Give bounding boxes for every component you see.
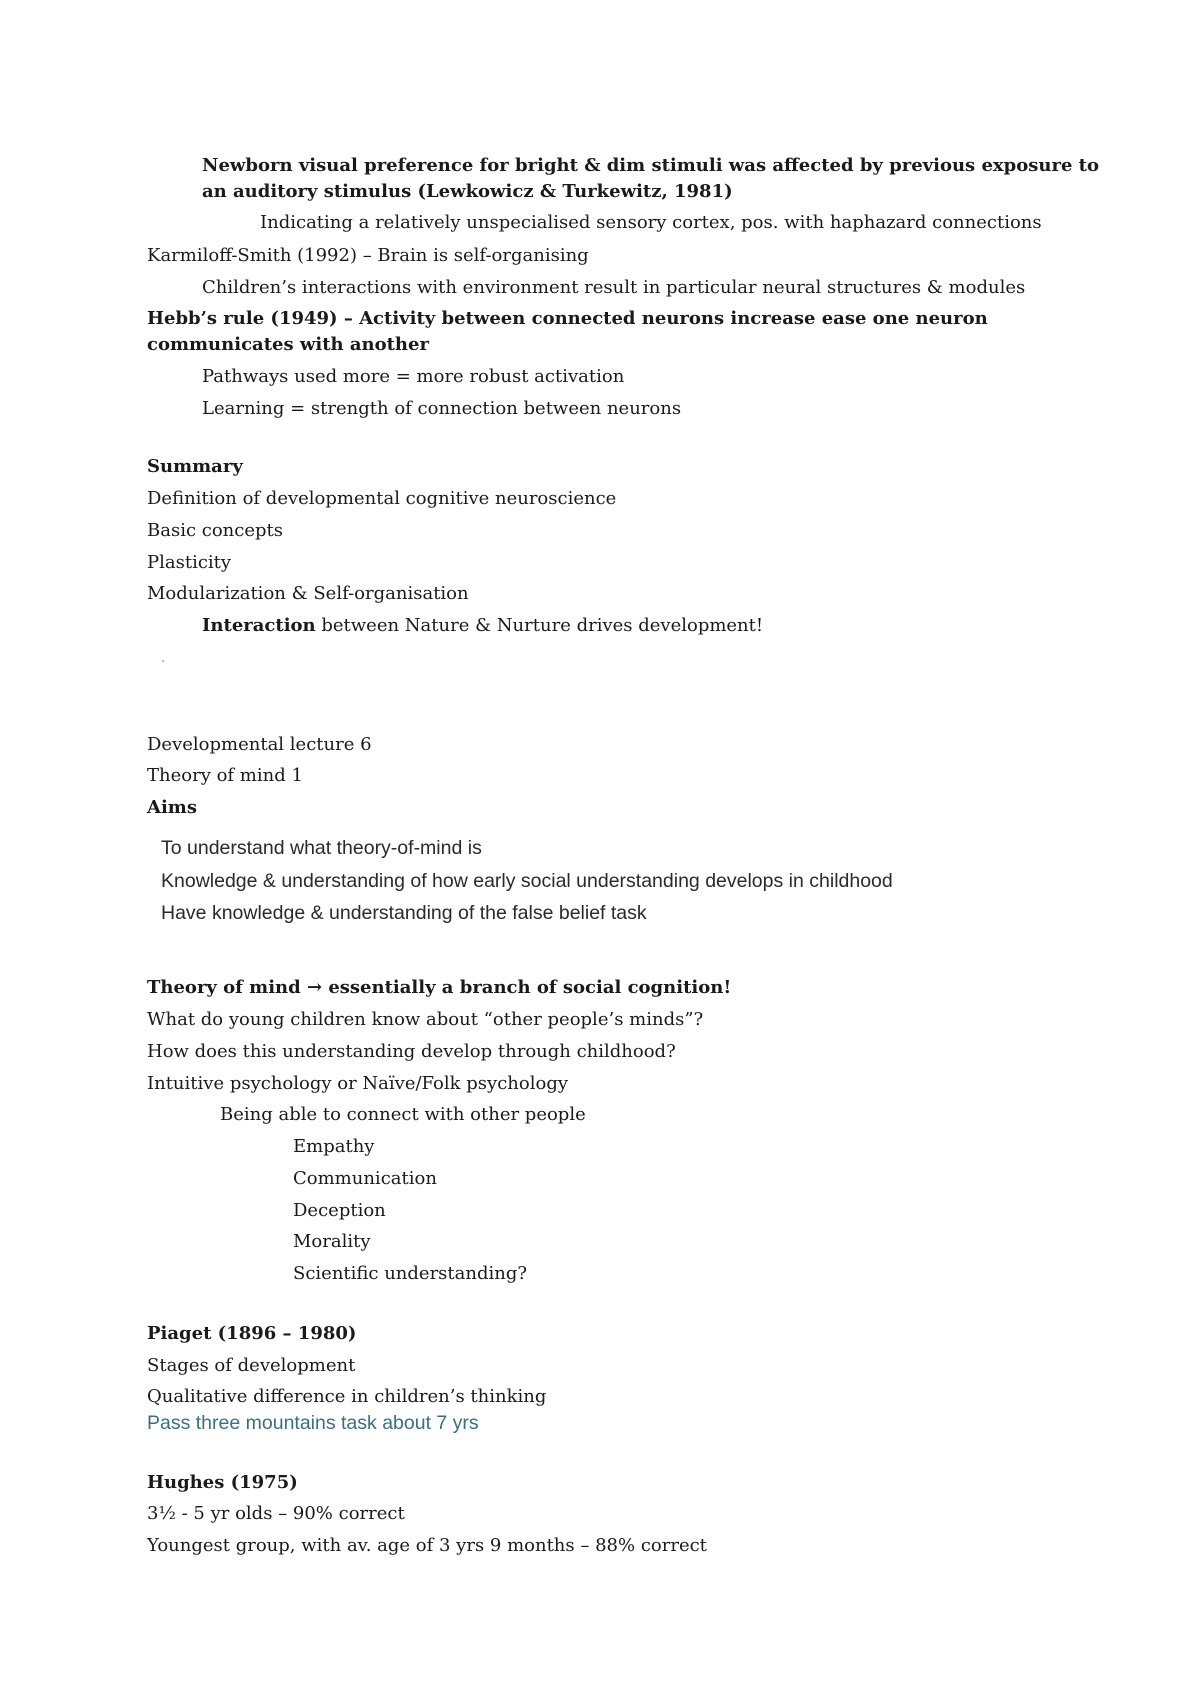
- karmiloff-line: Karmiloff-Smith (1992) – Brain is self-organising: [147, 245, 589, 266]
- tom-list-item: Communication: [293, 1168, 437, 1189]
- tom-question-2: How does this understanding develop through childhood?: [147, 1041, 676, 1062]
- newborn-line-1: Newborn visual preference for bright & dim stimuli was affected by previous exposure to: [202, 155, 1099, 176]
- pathways-line: Pathways used more = more robust activation: [202, 366, 625, 387]
- hebb-line-1: Hebb’s rule (1949) – Activity between connected neurons increase ease one neuron: [147, 308, 988, 329]
- indicating-line: Indicating a relatively unspecialised sensory cortex, pos. with haphazard connections: [260, 212, 1042, 233]
- summary-item: Modularization & Self-organisation: [147, 583, 469, 604]
- hughes-heading: Hughes (1975): [147, 1472, 298, 1493]
- aim-item: Have knowledge & understanding of the false belief task: [161, 902, 647, 924]
- piaget-pass: Pass three mountains task about 7 yrs: [147, 1412, 479, 1434]
- piaget-stages: Stages of development: [147, 1355, 356, 1376]
- lecture-title: Developmental lecture 6: [147, 734, 372, 755]
- summary-item: Definition of developmental cognitive neuroscience: [147, 488, 617, 509]
- piaget-heading: Piaget (1896 – 1980): [147, 1323, 357, 1344]
- interaction-line: [202, 614, 763, 638]
- hughes-line-2: Youngest group, with av. age of 3 yrs 9 months – 88% correct: [147, 1535, 707, 1556]
- stray-dot: [162, 660, 164, 662]
- interaction-rest: between Nature & Nurture drives development!: [315, 615, 764, 636]
- tom-list-item: Empathy: [293, 1136, 375, 1157]
- hughes-line-1: 3½ - 5 yr olds – 90% correct: [147, 1503, 405, 1524]
- intuitive-line: Intuitive psychology or Naïve/Folk psychology: [147, 1073, 569, 1094]
- tom-list-item: Deception: [293, 1200, 386, 1221]
- connect-line: Being able to connect with other people: [220, 1104, 586, 1125]
- aim-item: Knowledge & understanding of how early social understanding develops in childhood: [161, 870, 893, 892]
- piaget-qualitative: Qualitative difference in children’s thinking: [147, 1386, 547, 1407]
- summary-heading: Summary: [147, 456, 243, 477]
- newborn-line-2: an auditory stimulus (Lewkowicz & Turkewitz, 1981): [202, 181, 733, 202]
- lecture-subtitle: Theory of mind 1: [147, 765, 303, 786]
- aims-heading: Aims: [147, 797, 197, 818]
- tom-list-item: Morality: [293, 1231, 371, 1252]
- tom-heading: Theory of mind → essentially a branch of social cognition!: [147, 977, 732, 998]
- children-line: Children’s interactions with environment result in particular neural structures & modules: [202, 277, 1026, 298]
- hebb-line-2: communicates with another: [147, 334, 429, 355]
- tom-question-1: What do young children know about “other people’s minds”?: [147, 1009, 704, 1030]
- summary-item: Plasticity: [147, 552, 232, 573]
- interaction-bold: Interaction: [202, 615, 316, 636]
- summary-item: Basic concepts: [147, 520, 283, 541]
- tom-list-item: Scientific understanding?: [293, 1263, 528, 1284]
- learning-line: Learning = strength of connection between neurons: [202, 398, 682, 419]
- aim-item: To understand what theory-of-mind is: [161, 837, 482, 859]
